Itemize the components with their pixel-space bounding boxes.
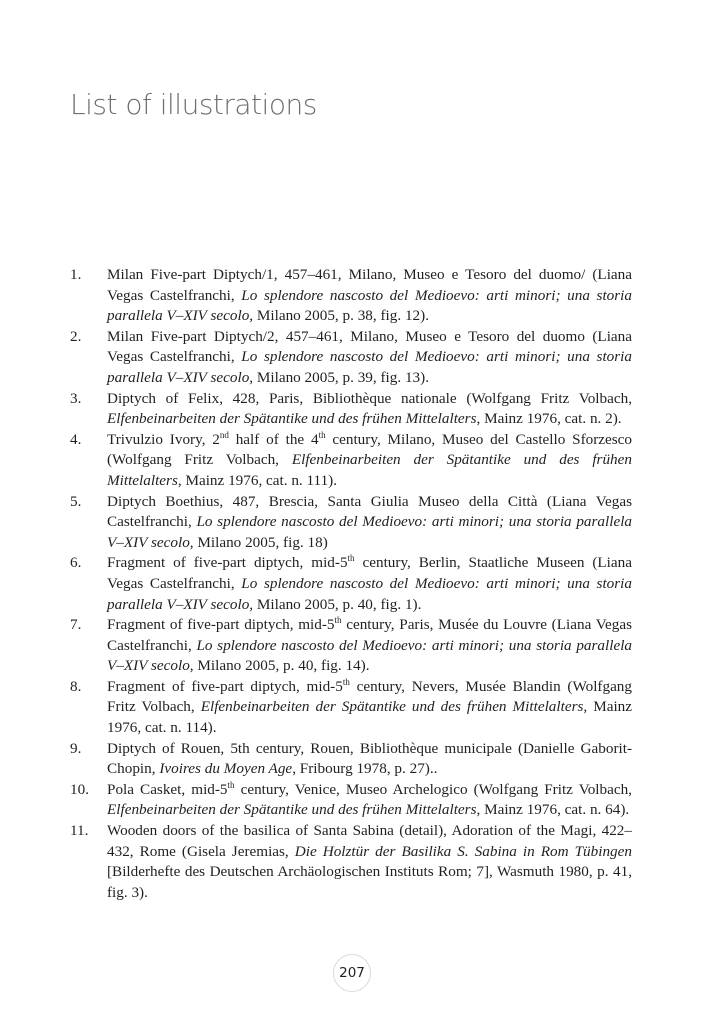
list-item	[70, 739, 632, 780]
list-item	[70, 327, 632, 389]
caption-text: Trivulzio Ivory, 2	[107, 430, 220, 448]
illustrations-list	[70, 265, 632, 903]
caption-text: century, Venice, Museo Archelogico (Wolfgang Fritz Volbach,	[234, 780, 632, 798]
item-caption	[107, 389, 632, 430]
caption-title: Elfenbeinarbeiten der Spätantike und des frühen Mittelalters	[107, 451, 632, 489]
caption-text: Milano 2005, p. 40, fig. 1).	[253, 595, 422, 613]
caption-text: [Bilderhefte des Deutschen Archäologischen Instituts Rom; 7], Wasmuth 1980, p. 41, fig. 3).	[107, 863, 632, 901]
item-number: 9.	[70, 739, 82, 757]
list-item	[70, 265, 632, 327]
caption-title: Lo splendore nascosto del Medioevo: arti minori; una storia parallela V–XIV secolo,	[107, 348, 632, 386]
caption-text: half of the 4	[228, 430, 319, 448]
list-item	[70, 430, 632, 492]
caption-text: Pola Casket, mid-5	[107, 780, 228, 798]
caption-text: Fragment of five-part diptych, mid-5	[107, 616, 335, 634]
caption-text: Diptych Boethius, 487, Brescia, Santa Giulia Museo della Città (Liana Vegas Castelfranchi,	[107, 492, 632, 531]
ordinal-suffix: th	[342, 676, 350, 687]
caption-title: Elfenbeinarbeiten der Spätantike und des frühen Mittelalters	[107, 801, 477, 819]
page-number: 207	[333, 954, 371, 992]
item-caption	[107, 492, 632, 554]
caption-text: , Mainz 1976, cat. n. 111).	[177, 471, 338, 489]
caption-title: Elfenbeinarbeiten der Spätantike und des frühen Mittelalters	[107, 410, 477, 428]
list-item	[70, 492, 632, 554]
item-number: 8.	[70, 677, 82, 695]
caption-text: Fragment of five-part diptych, mid-5	[107, 554, 348, 572]
caption-text: , Mainz 1976, cat. n. 64).	[476, 801, 630, 819]
caption-text: , Fribourg 1978, p. 27)..	[292, 760, 438, 778]
caption-text: Diptych of Felix, 428, Paris, Bibliothèque nationale (Wolfgang Fritz Volbach,	[107, 389, 632, 407]
item-number: 4.	[70, 430, 82, 448]
caption-text: , Mainz 1976, cat. n. 114).	[107, 698, 632, 737]
item-caption	[107, 821, 632, 903]
caption-text: Milano 2005, fig. 18)	[193, 533, 328, 551]
item-caption	[107, 553, 632, 615]
caption-text: century, Paris, Musée du Louvre (Liana Vegas Castelfranchi,	[107, 616, 632, 654]
item-caption	[107, 677, 632, 739]
caption-title: Lo splendore nascosto del Medioevo: arti minori; una storia parallela V–XIV secolo,	[107, 574, 632, 613]
item-caption	[107, 265, 632, 327]
caption-text: Fragment of five-part diptych, mid-5	[107, 677, 343, 695]
caption-text: Milan Five-part Diptych/2, 457–461, Milano, Museo e Tesoro del duomo (Liana Vegas Castelfranchi,	[107, 327, 632, 366]
list-item	[70, 553, 632, 615]
caption-title: Die Holztür der Basilika S. Sabina in Rom Tübingen	[294, 842, 632, 860]
caption-text: Milano 2005, p. 38, fig. 12).	[253, 307, 430, 325]
caption-title: Elfenbeinarbeiten der Spätantike und des frühen Mittelalters	[200, 698, 584, 716]
list-item	[70, 821, 632, 903]
ordinal-suffix: th	[334, 615, 342, 626]
item-caption	[107, 739, 632, 780]
list-item	[70, 780, 632, 821]
ordinal-suffix: nd	[219, 429, 229, 440]
caption-text: Milano 2005, p. 40, fig. 14).	[193, 657, 370, 675]
item-number: 6.	[70, 554, 82, 572]
caption-text: Milan Five-part Diptych/1, 457–461, Milano, Museo e Tesoro del duomo/ (Liana Vegas Castelfranchi,	[107, 266, 632, 304]
caption-title: Lo splendore nascosto del Medioevo: arti minori; una storia parallela V–XIV secolo,	[107, 636, 633, 675]
list-item	[70, 677, 632, 739]
item-number: 3.	[70, 389, 82, 407]
caption-text: Milano 2005, p. 39, fig. 13).	[253, 368, 430, 386]
item-caption	[107, 780, 632, 821]
caption-text: century, Nevers, Musée Blandin (Wolfgang Fritz Volbach,	[107, 677, 632, 716]
list-item	[70, 615, 632, 677]
caption-text: Wooden doors of the basilica of Santa Sabina (detail), Adoration of the Magi, 422–432, Rome (Gisela Jeremias,	[107, 822, 632, 860]
item-number: 10.	[70, 780, 89, 798]
ordinal-suffix: th	[347, 553, 355, 564]
caption-text: , Mainz 1976, cat. n. 2).	[476, 410, 622, 428]
item-number: 7.	[70, 616, 82, 634]
page-title: List of illustrations	[70, 88, 317, 121]
caption-text: Diptych of Rouen, 5th century, Rouen, Bibliothèque municipale (Danielle Gaborit-Chopin,	[107, 739, 632, 778]
item-number: 11.	[70, 822, 89, 840]
caption-title: Lo splendore nascosto del Medioevo: arti minori; una storia parallela V–XIV secolo,	[107, 286, 632, 325]
item-number: 2.	[70, 327, 82, 345]
caption-title: Ivoires du Moyen Age	[159, 760, 293, 778]
ordinal-suffix: th	[227, 779, 235, 790]
item-caption	[107, 615, 632, 677]
item-caption	[107, 327, 632, 389]
ordinal-suffix: th	[318, 429, 326, 440]
item-caption	[107, 430, 632, 492]
caption-text: century, Berlin, Staatliche Museen (Liana Vegas Castelfranchi,	[107, 554, 632, 592]
caption-title: Lo splendore nascosto del Medioevo: arti minori; una storia parallela V–XIV secolo,	[107, 513, 633, 551]
item-number: 1.	[70, 266, 82, 283]
list-item	[70, 389, 632, 430]
item-number: 5.	[70, 492, 82, 510]
caption-text: century, Milano, Museo del Castello Sforzesco (Wolfgang Fritz Volbach,	[107, 430, 633, 469]
